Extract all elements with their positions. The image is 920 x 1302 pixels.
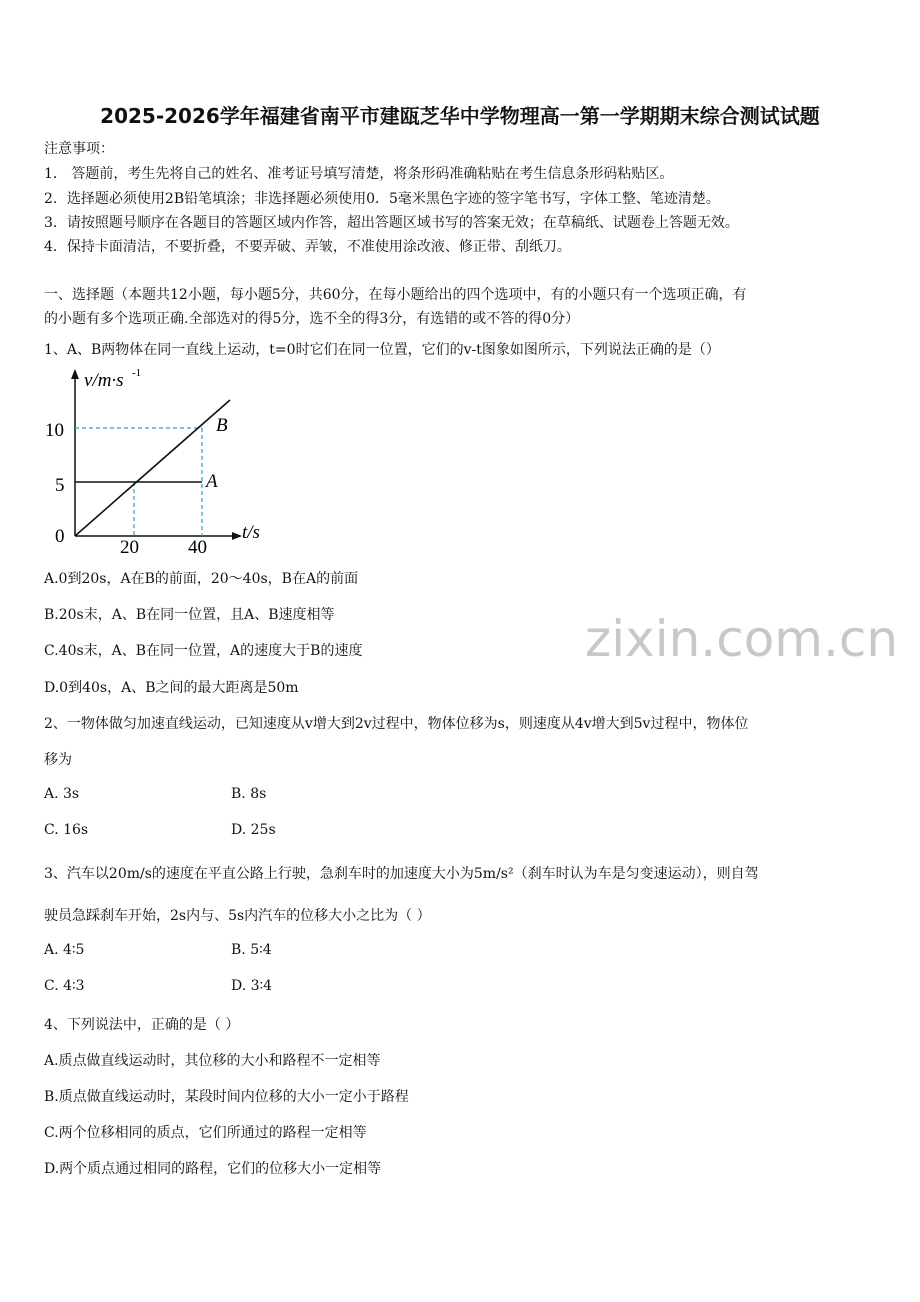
question-2-option-c: C. 16s [44, 822, 89, 838]
line-a-label: A [206, 471, 218, 492]
question-1-option-d: D.0到40s，A、B之间的最大距离是50m [44, 680, 299, 696]
question-3-stem-line-1: 3、汽车以20m/s的速度在平直公路上行驶，急刹车时的加速度大小为5m/s²（刹车时认为车是匀变速运动），则自驾 [44, 866, 759, 882]
question-2-option-d: D. 25s [231, 822, 276, 838]
question-1-option-c: C.40s末，A、B在同一位置，A的速度大于B的速度 [44, 643, 363, 659]
watermark: zixin.com.cn [585, 610, 899, 668]
question-2-stem-line-1: 2、一物体做匀加速直线运动，已知速度从v增大到2v过程中，物体位移为s，则速度从4v增大到5v过程中，物体位 [44, 716, 749, 732]
x-axis-label: t/s [242, 522, 260, 543]
vt-graph [40, 364, 280, 559]
notice-item-3: 3．请按照题号顺序在各题目的答题区域内作答，超出答题区域书写的答案无效；在草稿纸、试题卷上答题无效。 [44, 215, 739, 231]
question-1-stem: 1、A、B两物体在同一直线上运动，t=0时它们在同一位置，它们的v-t图象如图所示，下列说法正确的是（） [44, 342, 720, 358]
question-4-option-c: C.两个位移相同的质点，它们所通过的路程一定相等 [44, 1125, 367, 1141]
section-intro-line-1: 一、选择题（本题共12小题，每小题5分，共60分，在每小题给出的四个选项中，有的小题只有一个选项正确，有 [44, 287, 747, 303]
question-4-option-b: B.质点做直线运动时，某段时间内位移的大小一定小于路程 [44, 1089, 409, 1105]
question-4-stem: 4、下列说法中，正确的是（ ） [44, 1017, 240, 1033]
line-b [75, 400, 230, 536]
question-3-option-b: B. 5∶4 [231, 942, 272, 958]
x-tick-20: 20 [120, 537, 139, 558]
question-2-stem-line-2: 移为 [44, 752, 72, 768]
y-tick-5: 5 [55, 475, 65, 496]
question-3-option-d: D. 3∶4 [231, 978, 273, 994]
y-axis-arrow [71, 369, 79, 379]
y-axis-label-exponent: -1 [132, 367, 142, 379]
notice-item-4: 4．保持卡面清洁，不要折叠，不要弄破、弄皱，不准使用涂改液、修正带、刮纸刀。 [44, 239, 571, 255]
question-3-stem-line-2: 驶员急踩刹车开始，2s内与、5s内汽车的位移大小之比为（ ） [44, 908, 431, 924]
section-intro-line-2: 的小题有多个选项正确.全部选对的得5分，选不全的得3分，有选错的或不答的得0分） [44, 311, 580, 327]
question-2-option-a: A. 3s [44, 786, 80, 802]
x-axis-arrow [232, 532, 242, 540]
line-b-label: B [216, 415, 228, 436]
notice-item-1: 1． 答题前，考生先将自己的姓名、准考证号填写清楚，将条形码准确粘贴在考生信息条形码粘贴区。 [44, 166, 674, 182]
question-4-option-a: A.质点做直线运动时，其位移的大小和路程不一定相等 [44, 1053, 381, 1069]
question-2-option-b: B. 8s [231, 786, 267, 802]
origin-label: 0 [55, 526, 65, 547]
question-4-option-d: D.两个质点通过相同的路程，它们的位移大小一定相等 [44, 1161, 382, 1177]
notice-item-2: 2．选择题必须使用2B铅笔填涂；非选择题必须使用0．5毫米黑色字迹的签字笔书写，字体工整、笔迹清楚。 [44, 191, 720, 207]
question-1-option-a: A.0到20s，A在B的前面，20～40s，B在A的前面 [44, 571, 359, 587]
question-3-option-c: C. 4∶3 [44, 978, 85, 994]
question-1-option-b: B.20s末，A、B在同一位置，且A、B速度相等 [44, 607, 335, 623]
question-3-option-a: A. 4∶5 [44, 942, 85, 958]
y-axis-label: v/m·s [84, 370, 124, 391]
notice-heading: 注意事项： [44, 141, 114, 157]
x-tick-40: 40 [188, 537, 207, 558]
y-tick-10: 10 [45, 420, 64, 441]
exam-title: 2025-2026学年福建省南平市建瓯芝华中学物理高一第一学期期末综合测试试题 [100, 104, 820, 128]
